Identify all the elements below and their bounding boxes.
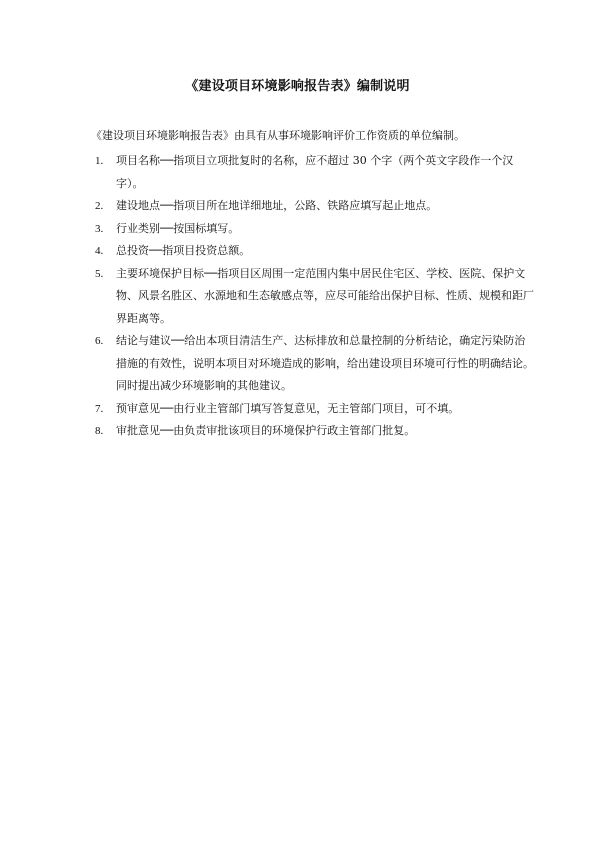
item-text: 结论与建议──给出本项目清洁生产、达标排放和总量控制的分析结论，确定污染防治措施的有效性，说明本项目对环境造成的影响，给出建设项目环境可行性的明确结论。同时提出减少环境影响的其他建议。 [116, 334, 534, 392]
page-title: 《建设项目环境影响报告表》编制说明 [185, 79, 410, 94]
list-item [91, 218, 535, 241]
item-text: 项目名称──指项目立项批复时的名称，应不超过 30 个字（两个英文字段作一个汉字）。 [116, 154, 514, 190]
list-item [91, 330, 535, 398]
item-text: 主要环境保护目标──指项目区周围一定范围内集中居民住宅区、学校、医院、保护文物、风景名胜区、水源地和生态敏感点等，应尽可能给出保护目标、性质、规模和距厂界距离等。 [116, 266, 534, 325]
item-text: 预审意见──由行业主管部门填写答复意见，无主管部门项目，可不填。 [116, 401, 460, 415]
list-item [91, 240, 535, 263]
item-number: 6. [95, 335, 104, 347]
intro-paragraph: 《建设项目环境影响报告表》由具有从事环境影响评价工作资质的单位编制。 [91, 129, 465, 142]
item-number: 2. [95, 200, 104, 212]
list-item [91, 420, 535, 443]
instruction-list [91, 150, 535, 443]
list-item [91, 263, 535, 331]
item-text: 总投资──指项目投资总额。 [116, 244, 251, 257]
item-number: 1. [95, 155, 104, 167]
item-text: 审批意见──由负责审批该项目的环境保护行政主管部门批复。 [116, 424, 416, 437]
item-text: 建设地点──指项目所在地详细地址，公路、铁路应填写起止地点。 [116, 199, 438, 212]
item-number: 3. [95, 222, 104, 235]
item-text: 行业类别──按国标填写。 [116, 221, 240, 235]
item-number: 7. [95, 402, 104, 415]
list-item [91, 150, 535, 195]
item-number: 8. [95, 425, 104, 437]
list-item [91, 398, 535, 421]
item-number: 5. [95, 267, 104, 280]
item-number: 4. [95, 245, 104, 257]
list-item [91, 195, 535, 218]
